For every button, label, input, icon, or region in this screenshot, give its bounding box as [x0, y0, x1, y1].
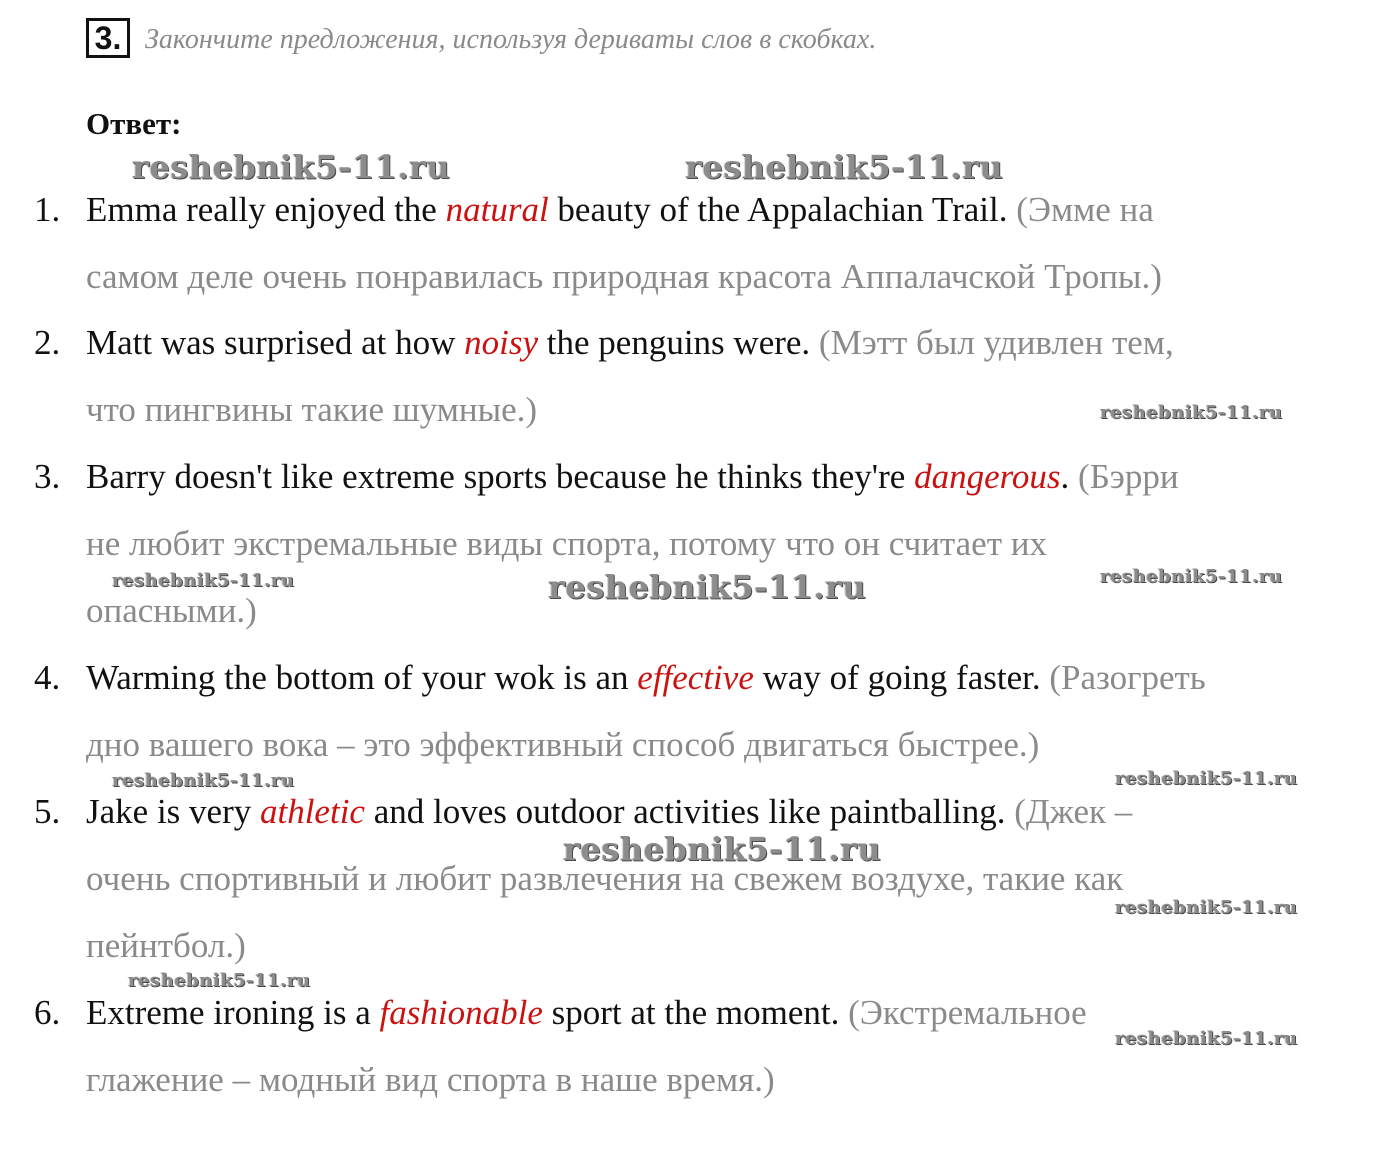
- sentence-start: Jake is very: [86, 792, 260, 831]
- item-sentence: [86, 323, 1174, 363]
- derived-word: natural: [445, 190, 549, 229]
- answer-label: Ответ:: [86, 106, 182, 141]
- watermark: reshebnik5-11.ru: [1100, 402, 1283, 423]
- translation-line: дно вашего вока – это эффективный способ двигаться быстрее.): [86, 725, 1040, 764]
- item-sentence: [86, 457, 1179, 497]
- watermark: reshebnik5-11.ru: [548, 568, 867, 606]
- translation-start: (Бэрри: [1069, 457, 1179, 496]
- item-number: 5.: [34, 792, 61, 831]
- sentence-start: Warming the bottom of your wok is an: [86, 658, 638, 697]
- item-number: 2.: [34, 323, 61, 362]
- sentence-end: sport at the moment.: [542, 993, 840, 1032]
- item-number: 1.: [34, 190, 61, 229]
- task-number: 3.: [86, 18, 130, 58]
- translation-line: не любит экстремальные виды спорта, потому что он считает их: [86, 524, 1047, 563]
- translation-line: самом деле очень понравилась природная красота Аппалачской Тропы.): [86, 257, 1162, 296]
- translation-start: (Эмме на: [1007, 190, 1154, 229]
- watermark: reshebnik5-11.ru: [1100, 566, 1283, 587]
- item-sentence: [86, 792, 1132, 832]
- translation-start: (Экстремальное: [839, 993, 1087, 1032]
- sentence-start: Emma really enjoyed the: [86, 190, 446, 229]
- item-sentence: [86, 658, 1206, 698]
- watermark: reshebnik5-11.ru: [1115, 1028, 1298, 1049]
- watermark: reshebnik5-11.ru: [685, 148, 1004, 186]
- item-number: 4.: [34, 658, 61, 697]
- sentence-end: beauty of the Appalachian Trail.: [548, 190, 1008, 229]
- watermark: reshebnik5-11.ru: [128, 970, 311, 991]
- translation-line: очень спортивный и любит развлечения на свежем воздухе, такие как: [86, 859, 1124, 898]
- item-sentence: [86, 190, 1154, 230]
- translation-line: что пингвины такие шумные.): [86, 390, 538, 429]
- item-number: 3.: [34, 457, 61, 496]
- sentence-start: Barry doesn't like extreme sports because he thinks they're: [86, 457, 915, 496]
- sentence-end: way of going faster.: [753, 658, 1041, 697]
- watermark: reshebnik5-11.ru: [112, 770, 295, 791]
- watermark: reshebnik5-11.ru: [1115, 897, 1298, 918]
- item-number: 6.: [34, 993, 61, 1032]
- translation-start: (Разогреть: [1040, 658, 1206, 697]
- sentence-start: Matt was surprised at how: [86, 323, 465, 362]
- derived-word: dangerous: [914, 457, 1061, 496]
- translation-line: глажение – модный вид спорта в наше время.): [86, 1060, 775, 1099]
- watermark: reshebnik5-11.ru: [1115, 768, 1298, 789]
- derived-word: athletic: [259, 792, 365, 831]
- translation-line: опасными.): [86, 591, 257, 630]
- watermark: reshebnik5-11.ru: [132, 148, 451, 186]
- translation-start: (Джек –: [1005, 792, 1133, 831]
- task-instruction: Закончите предложения, используя дериваты слов в скобках.: [145, 24, 877, 55]
- derived-word: fashionable: [379, 993, 543, 1032]
- watermark: reshebnik5-11.ru: [563, 830, 882, 868]
- watermark: reshebnik5-11.ru: [112, 570, 295, 591]
- derived-word: effective: [637, 658, 754, 697]
- item-sentence: [86, 993, 1087, 1033]
- translation-start: (Мэтт был удивлен тем,: [810, 323, 1174, 362]
- sentence-end: the penguins were.: [538, 323, 811, 362]
- sentence-end: .: [1060, 457, 1070, 496]
- derived-word: noisy: [464, 323, 539, 362]
- sentence-end: and loves outdoor activities like paintballing.: [364, 792, 1006, 831]
- translation-line: пейнтбол.): [86, 926, 246, 965]
- sentence-start: Extreme ironing is a: [86, 993, 380, 1032]
